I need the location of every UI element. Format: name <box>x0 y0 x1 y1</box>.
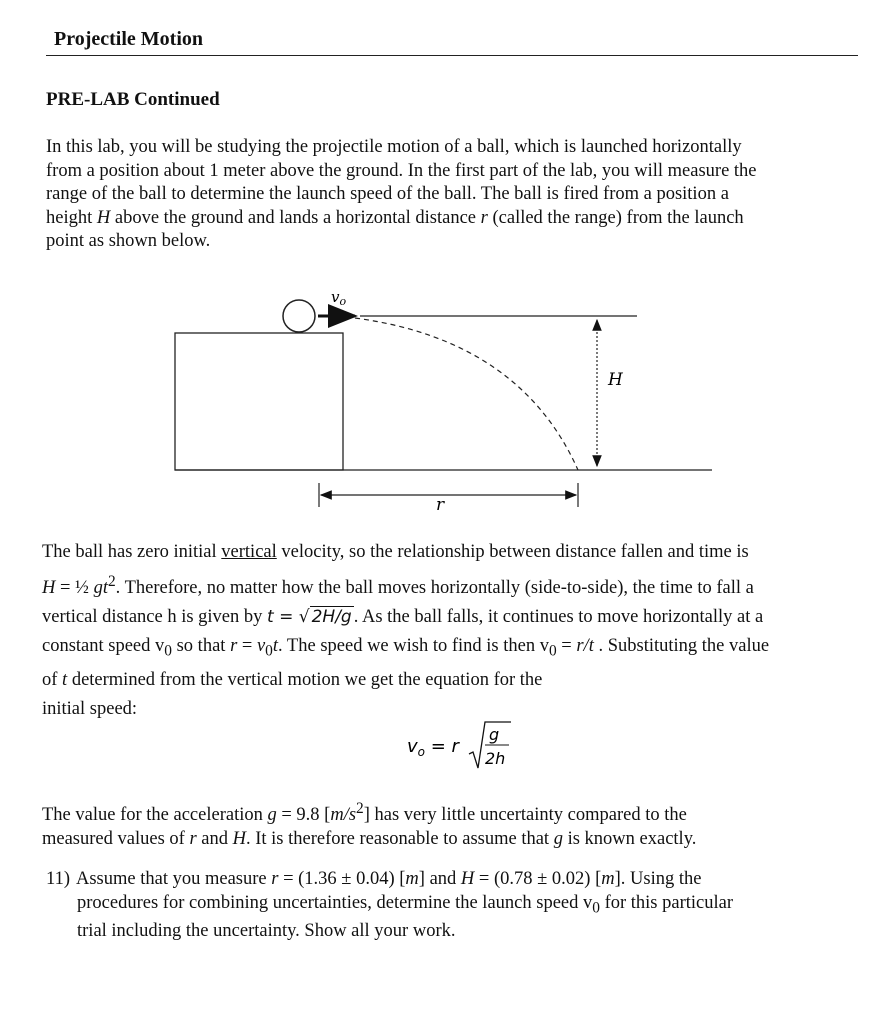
symbol-r: r <box>480 207 488 228</box>
symbol-H: H <box>232 828 246 849</box>
text: (called the range) from the launch <box>487 207 744 228</box>
section-heading: PRE-LAB Continued <box>46 89 220 110</box>
derivation-paragraph <box>42 538 857 724</box>
question-11 <box>46 868 846 943</box>
intro-line-1: In this lab, you will be studying the projectile motion of a ball, which is launched horizontally <box>46 137 742 157</box>
symbol-g: g <box>267 805 277 826</box>
p3-line-1 <box>42 797 857 828</box>
launch-speed-equation <box>405 718 515 779</box>
symbol-H: H <box>460 869 475 889</box>
text: Assume that you measure <box>76 869 272 889</box>
text: The value for the acceleration <box>42 805 268 826</box>
text: measured values of <box>42 828 190 849</box>
question-number: 11) <box>46 869 70 889</box>
symbol-g: g <box>553 828 563 849</box>
text: height <box>46 207 97 228</box>
unit: m <box>405 869 419 889</box>
p2-line-4 <box>42 632 857 666</box>
intro-line-5: point as shown below. <box>46 231 211 251</box>
equation-graphic <box>405 718 515 774</box>
symbol-r: r <box>271 869 279 889</box>
text: The ball has zero initial <box>42 542 222 562</box>
text: ] and <box>418 869 461 889</box>
text: . Substituting the value <box>593 636 770 657</box>
q11-line-1 <box>46 868 846 892</box>
text-underlined: vertical <box>221 542 277 562</box>
acceleration-paragraph <box>42 797 857 851</box>
height-label: H <box>608 370 623 390</box>
subscript: 0 <box>265 642 273 660</box>
svg-text:vo = r <box>407 736 461 759</box>
launch-platform <box>175 333 343 470</box>
q11-line-2 <box>46 892 846 920</box>
p2-line-2 <box>42 567 857 603</box>
eq-denominator: 2h <box>485 749 506 768</box>
text: and <box>196 828 233 849</box>
text: = <box>237 636 257 657</box>
p2-line-3 <box>42 603 857 632</box>
text: ]. Using the <box>614 869 702 889</box>
text: . The speed we wish to find is then v <box>278 636 549 657</box>
text: . Therefore, no matter how the ball moves horizontally (side-to-side), the time to fall a <box>115 578 754 599</box>
text: = 9.8 [ <box>276 805 331 826</box>
text: ] has very little uncertainty compared to the <box>363 805 687 826</box>
p2-line-1 <box>42 538 857 567</box>
unit: m <box>601 869 615 889</box>
subscript: 0 <box>164 642 172 660</box>
intro-line-4 <box>46 207 846 231</box>
symbol-t: t <box>62 669 68 690</box>
symbol-H: H <box>42 578 56 599</box>
symbol-t: t <box>267 607 274 628</box>
text: for this particular <box>599 892 734 913</box>
text: above the ground and lands a horizontal distance <box>110 207 481 228</box>
eq-v: v <box>407 736 418 757</box>
text: . As the ball falls, it continues to move horizontally at a <box>353 607 764 628</box>
symbol-v: v <box>256 636 266 657</box>
sqrt-radicand: 2H/g <box>311 607 352 628</box>
superscript: 2 <box>107 573 116 590</box>
p2-line-5 <box>42 666 857 695</box>
v0-label: $v_o$ <box>331 288 347 308</box>
text: determined from the vertical motion we get the equation for the <box>67 669 543 690</box>
header-rule <box>46 55 858 56</box>
intro-line-2: from a position about 1 meter above the ground. In the first part of the lab, you will measure the <box>46 160 757 181</box>
text: = (1.36 ± 0.04) [ <box>278 869 406 889</box>
text: . It is therefore reasonable to assume that <box>245 828 554 849</box>
q11-line-3: trial including the uncertainty. Show all your work. <box>77 920 456 941</box>
text: so that <box>171 636 231 657</box>
ball <box>283 300 315 332</box>
text: procedures for combining uncertainties, determine the launch speed v <box>77 892 593 913</box>
range-label: r <box>436 495 445 515</box>
symbol-H: H <box>96 207 111 228</box>
intro-line-3: range of the ball to determine the launch speed of the ball. The ball is fired from a position a <box>46 184 729 204</box>
intro-paragraph <box>46 136 846 254</box>
p2-line-6: initial speed: <box>42 698 138 719</box>
symbol-r-over-t: r/t <box>576 636 594 657</box>
projectile-diagram <box>0 280 895 530</box>
eq-sub: o <box>417 745 425 759</box>
text: = (0.78 ± 0.02) [ <box>474 869 602 889</box>
eq-equals-r: = r <box>425 736 459 757</box>
text: constant speed v <box>42 636 165 657</box>
text: is known exactly. <box>562 828 697 849</box>
unit: m/s <box>330 805 357 826</box>
text: velocity, so the relationship between distance fallen and time is <box>276 542 749 562</box>
text: = ½ <box>55 578 94 599</box>
trajectory-path <box>355 318 578 470</box>
symbol-r: r <box>230 636 238 657</box>
p3-line-2 <box>42 828 857 852</box>
sqrt-sign: √ <box>298 607 310 628</box>
text: = <box>556 636 577 657</box>
text: of <box>42 669 63 690</box>
superscript: 2 <box>356 800 364 817</box>
symbol-gt: gt <box>93 578 108 599</box>
text: vertical distance h is given by <box>42 607 268 628</box>
page-title: Projectile Motion <box>54 28 204 50</box>
eq-numerator: g <box>489 725 500 744</box>
subscript: 0 <box>548 642 557 660</box>
text: = <box>273 607 299 628</box>
symbol-r: r <box>189 828 197 849</box>
symbol-t: t <box>272 636 279 657</box>
subscript: 0 <box>592 899 600 917</box>
